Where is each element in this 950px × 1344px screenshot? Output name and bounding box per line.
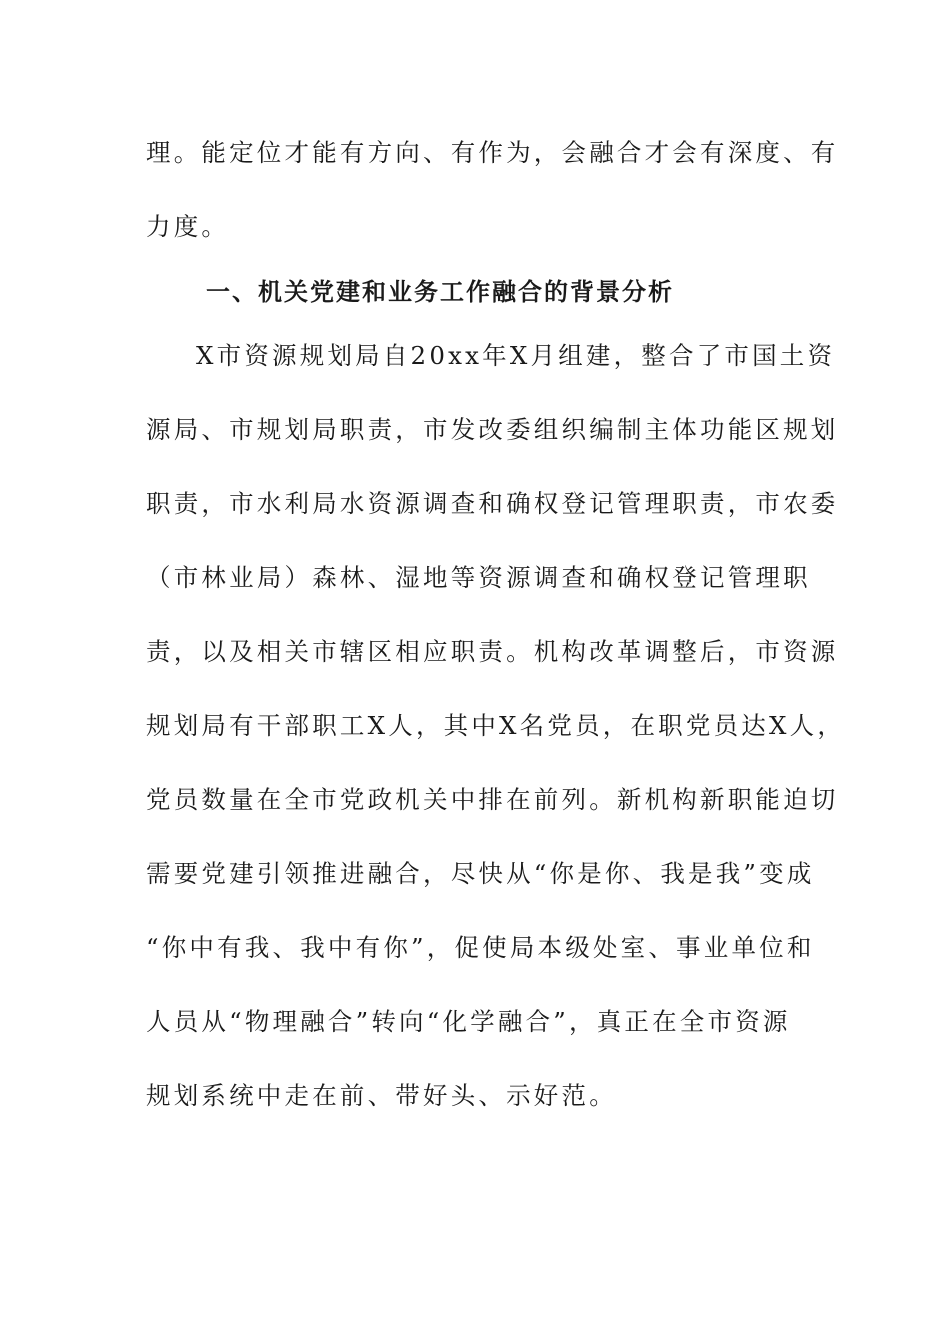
paragraph-line: 责，以及相关市辖区相应职责。机构改革调整后，市资源 (146, 637, 839, 666)
paragraph-line: （市林业局）森林、湿地等资源调查和确权登记管理职 (146, 563, 811, 592)
paragraph-line: 需要党建引领推进融合，尽快从“你是你、我是我”变成 (146, 859, 815, 888)
paragraph-line: 理。能定位才能有方向、有作为，会融合才会有深度、有 (146, 138, 839, 167)
paragraph-line: 源局、市规划局职责，市发改委组织编制主体功能区规划 (146, 415, 839, 444)
paragraph-line: 力度。 (146, 212, 230, 241)
paragraph-line: X市资源规划局自20xx年X月组建，整合了市国土资 (196, 341, 836, 370)
paragraph-line: 规划局有干部职工X人，其中X名党员，在职党员达X人， (146, 711, 846, 740)
paragraph-line: 人员从“物理融合”转向“化学融合”，真正在全市资源 (146, 1007, 791, 1036)
paragraph-line: “你中有我、我中有你”，促使局本级处室、事业单位和 (146, 933, 815, 962)
paragraph-line: 规划系统中走在前、带好头、示好范。 (146, 1081, 617, 1110)
section-heading: 一、机关党建和业务工作融合的背景分析 (206, 278, 674, 306)
paragraph-line: 职责，市水利局水资源调查和确权登记管理职责，市农委 (146, 489, 839, 518)
paragraph-line: 党员数量在全市党政机关中排在前列。新机构新职能迫切 (146, 785, 839, 814)
